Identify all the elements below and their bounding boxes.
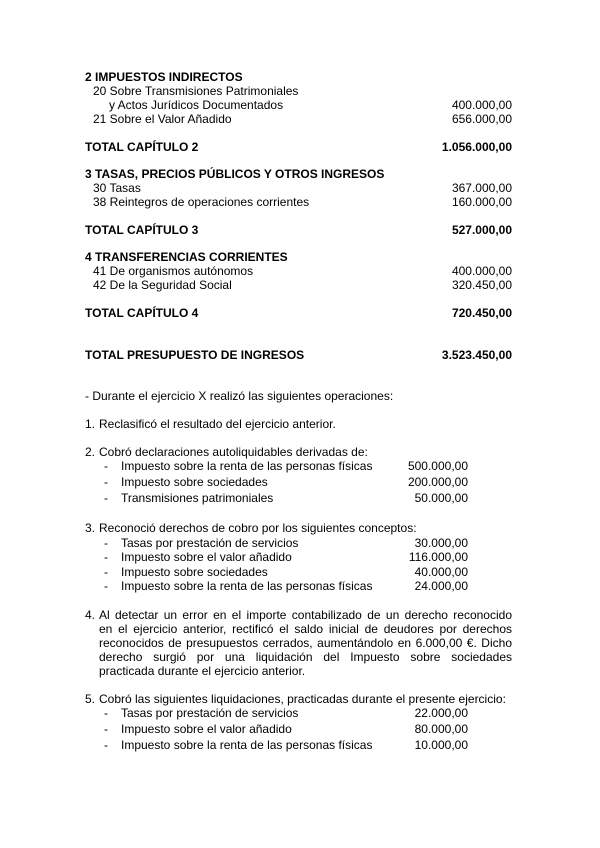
- budget-amount-20: 400.000,00: [451, 98, 512, 112]
- operations-intro: - Durante el ejercicio X realizó las siguientes operaciones:: [85, 389, 394, 403]
- chapter-2-title: 2 IMPUESTOS INDIRECTOS: [85, 70, 243, 84]
- list-item: - Impuesto sobre el valor añadido 116.000,00: [104, 550, 468, 564]
- budget-amount-21: 656.000,00: [451, 112, 512, 126]
- list-item: - Impuesto sobre el valor añadido 80.000,00: [104, 722, 468, 736]
- budget-row-21: 21 Sobre el Valor Añadido 656.000,00: [93, 112, 512, 126]
- budget-row-42: 42 De la Seguridad Social 320.450,00: [93, 278, 512, 292]
- operation-2: 2. Cobró declaraciones autoliquidables derivadas de:: [85, 445, 368, 459]
- chapter-4-title: 4 TRANSFERENCIAS CORRIENTES: [85, 250, 288, 264]
- list-item: - Impuesto sobre sociedades 200.000,00: [104, 475, 468, 489]
- list-item: - Tasas por prestación de servicios 22.000,00: [104, 706, 468, 720]
- budget-row-38: 38 Reintegros de operaciones corrientes 160.000,00: [93, 195, 512, 209]
- total-chapter-2: TOTAL CAPÍTULO 2 1.056.000,00: [85, 140, 512, 154]
- operation-5: 5. Cobró las siguientes liquidaciones, practicadas durante el presente ejercicio:: [85, 692, 506, 706]
- operation-4-number: 4.: [85, 608, 96, 622]
- operation-4-paragraph: Al detectar un error en el importe contabilizado de un derecho reconocido en el ejercicio anterior, rectificó el saldo inicial de deudores por derechos reconocidos de presupuestos cerrados, aumentándolo en 6.000,00 €. Dicho derecho surgió por una liquidación del Impuesto sobre sociedades practicada durante el ejercicio anterior.: [99, 608, 512, 678]
- total-chapter-4: TOTAL CAPÍTULO 4 720.450,00: [85, 306, 512, 320]
- total-chapter-3: TOTAL CAPÍTULO 3 527.000,00: [85, 223, 512, 237]
- operation-1: 1. Reclasificó el resultado del ejercicio anterior.: [85, 417, 336, 431]
- budget-row-41: 41 De organismos autónomos 400.000,00: [93, 264, 512, 278]
- operation-3: 3. Reconoció derechos de cobro por los siguientes conceptos:: [85, 521, 417, 535]
- chapter-3-title: 3 TASAS, PRECIOS PÚBLICOS Y OTROS INGRESOS: [85, 167, 385, 181]
- budget-row-20-line2: y Actos Jurídicos Documentados 400.000,00: [109, 98, 512, 112]
- budget-row-30: 30 Tasas 367.000,00: [93, 181, 512, 195]
- list-item: - Impuesto sobre la renta de las personas físicas 24.000,00: [104, 579, 468, 593]
- list-item: - Tasas por prestación de servicios 30.000,00: [104, 536, 468, 550]
- grand-total: TOTAL PRESUPUESTO DE INGRESOS 3.523.450,00: [85, 348, 512, 362]
- list-item: - Impuesto sobre la renta de las personas físicas 10.000,00: [104, 738, 468, 752]
- list-item: - Impuesto sobre la renta de las personas físicas 500.000,00: [104, 459, 468, 473]
- budget-row-20-line1: 20 Sobre Transmisiones Patrimoniales: [93, 84, 299, 98]
- list-item: - Impuesto sobre sociedades 40.000,00: [104, 565, 468, 579]
- list-item: - Transmisiones patrimoniales 50.000,00: [104, 491, 468, 505]
